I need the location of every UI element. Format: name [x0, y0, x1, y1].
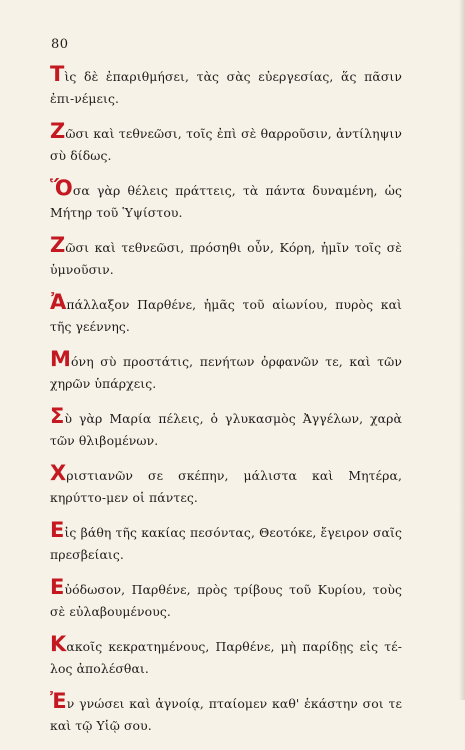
stanza-list [50, 62, 402, 750]
stanza-6 [50, 347, 402, 395]
stanza-3 [50, 176, 402, 224]
stanza-text: όνη σὺ προστάτις, πενήτων ὀρφανῶν τε, καὶ τῶν χηρῶν ὑπάρχεις. [50, 354, 402, 391]
drop-initial: Ε [50, 575, 65, 599]
stanza-text: ὐόδωσον, Παρθένε, πρὸς τρίβους τοῦ Κυρίου, τοὺς σὲ εὐλαβουμένους. [50, 582, 402, 619]
drop-initial: Ζ [50, 119, 66, 143]
stanza-text: ριστιανῶν σε σκέπην, μάλιστα καὶ Μητέρα, κηρύττο-μεν οἱ πάντες. [50, 468, 402, 505]
stanza-text: πάλλαξον Παρθένε, ἡμᾶς τοῦ αἰωνίου, πυρὸς καὶ τῆς γεέννης. [50, 297, 402, 334]
stanza-5 [50, 290, 402, 338]
stanza-10 [50, 575, 402, 623]
drop-initial: Μ [50, 347, 71, 371]
stanza-text: ακοῖς κεκρατημένους, Παρθένε, μὴ παρίδῃς εἰς τέ-λος ἀπολέσθαι. [50, 639, 402, 676]
drop-initial: Τ [50, 62, 65, 86]
drop-initial: Ἀ [50, 290, 67, 314]
stanza-8 [50, 461, 402, 509]
drop-initial: Ζ [50, 233, 66, 257]
drop-initial: Ἐ [50, 689, 67, 713]
stanza-4 [50, 233, 402, 281]
drop-initial: Σ [50, 404, 65, 428]
stanza-text: ὺ γὰρ Μαρία πέλεις, ὁ γλυκασμὸς Ἀγγέλων, χαρὰ τῶν θλιβομένων. [50, 411, 402, 448]
stanza-1 [50, 62, 402, 110]
drop-initial: Χ [50, 461, 67, 485]
stanza-7 [50, 404, 402, 452]
stanza-text: ῶσι καὶ τεθνεῶσι, τοῖς ἐπὶ σὲ θαρρoῦσιν, ἀντίληψιν σὺ δίδως. [50, 126, 402, 163]
drop-initial: Ὅ [50, 176, 73, 200]
stanza-text: σα γὰρ θέλεις πράττεις, τὰ πάντα δυναμένη, ὡς Μήτηρ τοῦ Ὑψίστου. [50, 183, 402, 220]
drop-initial: Ε [50, 518, 65, 542]
page-number: 80 [51, 37, 69, 52]
stanza-text: ἰς βάθη τῆς κακίας πεσόντας, Θεοτόκε, ἔγειρον σαῖς πρεσβείαις. [50, 525, 402, 562]
stanza-text: ν γνώσει καὶ ἀγνοίᾳ, πταίομεν καθ' ἑκάστην σοι τε καὶ τῷ Υἱῷ σου. [50, 696, 402, 733]
stanza-text: ὶς δὲ ἐπαριθμήσει, τὰς σὰς εὐεργεσίας, ἅς πᾶσιν ἐπι-νέμεις. [50, 69, 402, 106]
page-edge [459, 0, 465, 700]
stanza-2 [50, 119, 402, 167]
stanza-text: ῶσι καὶ τεθνεῶσι, πρόσηθι οὖν, Κόρη, ἡμῖν τοῖς σὲ ὑμνοῦσιν. [50, 240, 402, 277]
stanza-11 [50, 632, 402, 680]
drop-initial: Κ [50, 632, 67, 656]
stanza-9 [50, 518, 402, 566]
